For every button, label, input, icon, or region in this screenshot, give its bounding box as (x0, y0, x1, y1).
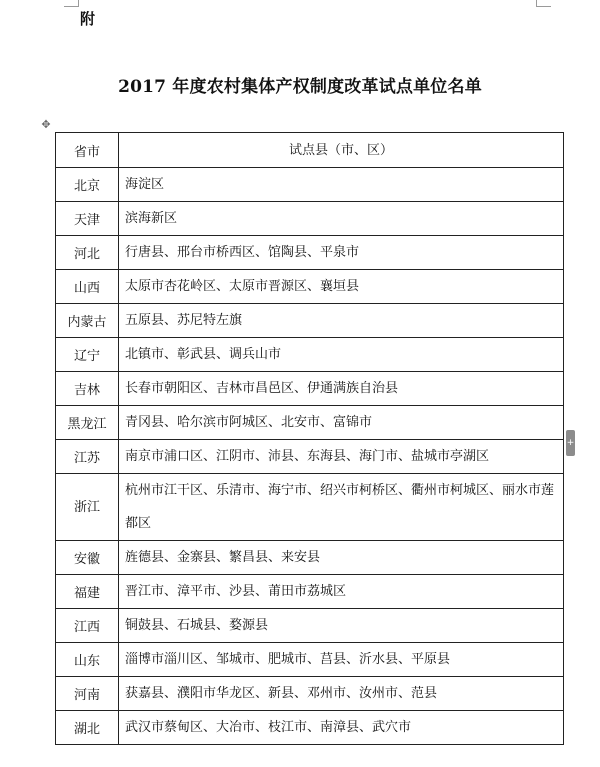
counties-cell: 杭州市江干区、乐清市、海宁市、绍兴市柯桥区、衢州市柯城区、丽水市莲都区 (119, 474, 564, 541)
province-cell: 安徽 (56, 541, 119, 575)
table-row (56, 474, 564, 541)
counties-cell: 北镇市、彰武县、调兵山市 (119, 338, 564, 372)
counties-cell: 晋江市、漳平市、沙县、莆田市荔城区 (119, 575, 564, 609)
table-row (56, 406, 564, 440)
counties-cell: 武汉市蔡甸区、大冶市、枝江市、南漳县、武穴市 (119, 711, 564, 745)
table-row (56, 541, 564, 575)
province-cell: 天津 (56, 202, 119, 236)
document-title: 2017 年度农村集体产权制度改革试点单位名单 (118, 77, 482, 97)
table-header-row (56, 133, 564, 168)
province-cell: 福建 (56, 575, 119, 609)
page-corner-mark-left (64, 0, 79, 7)
province-cell: 河南 (56, 677, 119, 711)
province-cell: 黑龙江 (56, 406, 119, 440)
counties-cell: 旌德县、金寨县、繁昌县、来安县 (119, 541, 564, 575)
table-row (56, 202, 564, 236)
province-cell: 河北 (56, 236, 119, 270)
table-move-handle-icon[interactable]: ✥ (41, 118, 51, 131)
province-cell: 辽宁 (56, 338, 119, 372)
table-row (56, 609, 564, 643)
table-row (56, 168, 564, 202)
header-province: 省市 (56, 133, 119, 168)
table-row (56, 440, 564, 474)
page-corner-mark-right (536, 0, 551, 7)
counties-cell: 海淀区 (119, 168, 564, 202)
province-cell: 山西 (56, 270, 119, 304)
table-row (56, 372, 564, 406)
province-cell: 江西 (56, 609, 119, 643)
counties-cell: 滨海新区 (119, 202, 564, 236)
table-row (56, 338, 564, 372)
table-row (56, 304, 564, 338)
table-body (56, 168, 564, 745)
province-cell: 山东 (56, 643, 119, 677)
table-row (56, 643, 564, 677)
table-row (56, 236, 564, 270)
counties-cell: 长春市朝阳区、吉林市昌邑区、伊通满族自治县 (119, 372, 564, 406)
table-row (56, 270, 564, 304)
counties-cell: 太原市杏花岭区、太原市晋源区、襄垣县 (119, 270, 564, 304)
province-cell: 北京 (56, 168, 119, 202)
attachment-label: 附 (80, 10, 96, 28)
counties-cell: 获嘉县、濮阳市华龙区、新县、邓州市、汝州市、范县 (119, 677, 564, 711)
counties-cell: 淄博市淄川区、邹城市、肥城市、莒县、沂水县、平原县 (119, 643, 564, 677)
province-cell: 浙江 (56, 474, 119, 541)
province-cell: 吉林 (56, 372, 119, 406)
province-cell: 内蒙古 (56, 304, 119, 338)
header-counties: 试点县（市、区） (119, 133, 564, 168)
counties-cell: 铜鼓县、石城县、婺源县 (119, 609, 564, 643)
counties-cell: 青冈县、哈尔滨市阿城区、北安市、富锦市 (119, 406, 564, 440)
table-row (56, 677, 564, 711)
counties-cell: 行唐县、邢台市桥西区、馆陶县、平泉市 (119, 236, 564, 270)
table-row (56, 575, 564, 609)
province-cell: 湖北 (56, 711, 119, 745)
counties-cell: 南京市浦口区、江阴市、沛县、东海县、海门市、盐城市亭湖区 (119, 440, 564, 474)
counties-cell: 五原县、苏尼特左旗 (119, 304, 564, 338)
pilot-units-table (55, 132, 564, 745)
province-cell: 江苏 (56, 440, 119, 474)
table-add-column-icon[interactable]: + (566, 430, 575, 456)
table-row (56, 711, 564, 745)
